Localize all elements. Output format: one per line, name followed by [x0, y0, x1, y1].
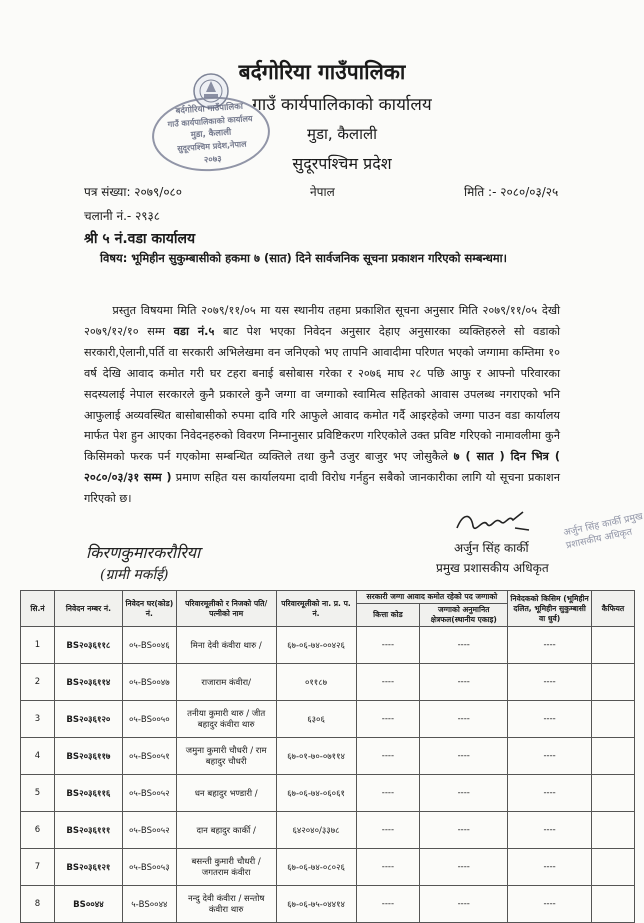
table-row [21, 664, 635, 701]
header-sarkari-group: सरकारी जग्गा आवाद कमोत रहेको पद जग्गाको [356, 591, 508, 604]
cell-citizenship: ६३०६ [276, 701, 356, 738]
cell-sn: 3 [21, 701, 55, 738]
handwritten-title: (ग्रामी मर्काई) [100, 567, 169, 583]
cell-remarks [592, 664, 635, 701]
cell-app-no: BS२०३६११४ [54, 664, 122, 701]
cell-kitta: ---- [356, 664, 420, 701]
cell-sn: 4 [21, 738, 55, 775]
cell-remarks [592, 627, 635, 664]
cell-citizenship: ६७-०६-७४-०६०६१ [276, 775, 356, 812]
chalani-number: चलानी नं.- २९३८ [84, 209, 161, 223]
cell-citizenship: ६७-०६-७४-००४२६ [276, 627, 356, 664]
applicant-table [20, 590, 635, 923]
cell-ghar: ५-BS००४४ [122, 886, 176, 923]
cell-app-no: BS२०३६११६ [54, 775, 122, 812]
cell-category: ---- [508, 701, 592, 738]
cell-kitta: ---- [356, 775, 420, 812]
stamp-line1: बर्दगोरिया गाउँपालिका [175, 101, 244, 117]
subject-line: विषय: भूमिहीन सुकुम्बासीको हकमा ७ (सात) दिने सार्वजनिक सूचना प्रकाशन गरिएको सम्बन्धमा। [100, 251, 507, 265]
notice-body [84, 301, 560, 510]
cell-ghar: ०५-BS००५३ [122, 849, 176, 886]
header-remarks: कैफियत [592, 591, 635, 627]
cell-area: ---- [420, 886, 508, 923]
patra-sankhya: पत्र संख्या: २०७९/०८० [84, 185, 183, 199]
header-category: निवेदकको किसिम (भूमिहीन दलित, भूमिहीन सुकुम्बासी वा धुर्व) [508, 591, 592, 627]
cell-sn: 1 [21, 627, 55, 664]
table-row [21, 812, 635, 849]
cell-area: ---- [420, 627, 508, 664]
officer-stamp: अर्जुन सिंह कार्की प्रमुख प्रशासकीय अधिकृत [562, 510, 644, 552]
cell-area: ---- [420, 812, 508, 849]
signatory-title: प्रमुख प्रशासकीय अधिकृत [436, 561, 549, 575]
cell-family: राजाराम कंवीरा/ [176, 664, 276, 701]
cell-category: ---- [508, 886, 592, 923]
header-citizenship: परिवारमूलीको ना. प्र. प. नं. [276, 591, 356, 627]
cell-area: ---- [420, 738, 508, 775]
stamp-line5: २०७३ [203, 154, 222, 166]
cell-app-no: BS२०३६११८ [54, 627, 122, 664]
cell-area: ---- [420, 701, 508, 738]
cell-ghar: ०५-BS००५० [122, 701, 176, 738]
cell-kitta: ---- [356, 701, 420, 738]
cell-citizenship: ६७-०१-७०-०७११४ [276, 738, 356, 775]
cell-sn: 2 [21, 664, 55, 701]
recipient: श्री ५ नं.वडा कार्यालय [84, 231, 196, 247]
cell-category: ---- [508, 664, 592, 701]
cell-family: धन बहादुर भण्डारी / [176, 775, 276, 812]
cell-kitta: ---- [356, 849, 420, 886]
header-kitta: कित्ता कोड [356, 604, 420, 627]
cell-ghar: ०५-BS००५२ [122, 775, 176, 812]
stamp-line3: मुडा, कैलाली [190, 127, 232, 141]
table-row [21, 701, 635, 738]
signature-scribble [453, 508, 533, 538]
body-deadline: ७ ( सात ) दिन भित्र ( २०८०/०३/३१ सम्म ) [84, 450, 561, 485]
handwritten-name: किरणकुमारकरौरिया [86, 543, 201, 562]
cell-sn: 5 [21, 775, 55, 812]
office-stamp [147, 91, 274, 177]
office-place: मुडा, कैलाली [306, 125, 378, 143]
header-app-no: निवेदन नम्बर नं. [54, 591, 122, 627]
table-row [21, 738, 635, 775]
cell-family: दान बहादुर कार्की / [176, 812, 276, 849]
stamp-line2: गाउँ कार्यपालिकाको कार्यालय [167, 114, 253, 129]
cell-ghar: ०५-BS००४६ [122, 627, 176, 664]
cell-family: मिना देवी कंवीरा थारु / [176, 627, 276, 664]
cell-citizenship: ०११८७ [276, 664, 356, 701]
cell-remarks [592, 812, 635, 849]
table-row [21, 886, 635, 923]
cell-remarks [592, 701, 635, 738]
cell-area: ---- [420, 849, 508, 886]
cell-family: जमुना कुमारी चौधरी / राम बहादुर चौधरी [176, 738, 276, 775]
body-part3: प्रमाण सहित यस कार्यालयमा दावी विरोध गर्नहुन सबैको जानकारीका लागि यो सूचना प्रकाशन गरिएको छ। [84, 471, 560, 506]
body-part1: प्रस्तुत विषयमा मिति २०७९/११/०५ मा यस स्थानीय तहमा प्रकाशित सूचना अनुसार मिति २०७९/११/०५ देखी २०७९/१२/१० सम्म [84, 304, 561, 338]
cell-sn: 8 [21, 886, 55, 923]
cell-kitta: ---- [356, 812, 420, 849]
cell-family: बसन्ती कुमारी चौधरी / जगतराम कंवीरा [176, 849, 276, 886]
cell-ghar: ०५-BS००४७ [122, 664, 176, 701]
cell-citizenship: ६४२०४०/३३७८ [276, 812, 356, 849]
cell-category: ---- [508, 812, 592, 849]
country-name: नेपाल [310, 185, 335, 199]
cell-citizenship: ६७-०६-७५-०४४१४ [276, 886, 356, 923]
table-row [21, 775, 635, 812]
stamp-line4: सुदूरपश्चिम प्रदेश,नेपाल [176, 139, 247, 154]
cell-category: ---- [508, 849, 592, 886]
cell-kitta: ---- [356, 738, 420, 775]
cell-remarks [592, 886, 635, 923]
cell-app-no: BS२०३६११७ [54, 738, 122, 775]
cell-category: ---- [508, 627, 592, 664]
cell-app-no: BS२०३६१२० [54, 701, 122, 738]
cell-kitta: ---- [356, 886, 420, 923]
cell-app-no: BS२०३६१११ [54, 812, 122, 849]
cell-remarks [592, 849, 635, 886]
header-sn: सि.नं [21, 591, 55, 627]
cell-ghar: ०५-BS००५२ [122, 812, 176, 849]
header-family: परिवारमूलीको र निजको पति/पत्नीको नाम [176, 591, 276, 627]
cell-kitta: ---- [356, 627, 420, 664]
office-name: गाउँ कार्यपालिकाको कार्यालय [252, 95, 432, 115]
table-row [21, 627, 635, 664]
province-name: सुदूरपश्चिम प्रदेश [292, 154, 392, 173]
cell-sn: 6 [21, 812, 55, 849]
body-ward: वडा नं.५ [173, 324, 215, 338]
cell-app-no: BS००४४ [54, 886, 122, 923]
cell-area: ---- [420, 664, 508, 701]
cell-remarks [592, 775, 635, 812]
cell-remarks [592, 738, 635, 775]
cell-citizenship: ६७-०६-७४-०८०२६ [276, 849, 356, 886]
header-ghar: निवेदन घर(कोड) नं. [122, 591, 176, 627]
header-area: जग्गाको अनुमानित क्षेत्रफल(स्थानीय एकाइ) [420, 604, 508, 627]
cell-family: तनीया कुमारी थारु / जीत बहादुर कंवीरा थारु [176, 701, 276, 738]
cell-ghar: ०५-BS००५१ [122, 738, 176, 775]
letter-date: मिति :- २०८०/०३/२५ [464, 185, 559, 199]
cell-app-no: BS२०३६१२१ [54, 849, 122, 886]
cell-family: नन्दु देवी कंवीरा / सन्तोष कंवीरा थारु [176, 886, 276, 923]
cell-category: ---- [508, 775, 592, 812]
signatory-name: अर्जुन सिंह कार्की [454, 541, 529, 555]
municipality-name: बर्दगोरिया गाउँपालिका [238, 60, 406, 84]
cell-area: ---- [420, 775, 508, 812]
body-part2: बाट पेश भएका निवेदन अनुसार देहाए अनुसारका व्यक्तिहरुले सो वडाको सरकारी,ऐलानी,पर्ति वा सरकारी अभिलेखमा वन जनिएको भए तापनि आवादीमा परिणत भएको जग्गामा कम्तिमा १० वर्ष देखि आवाद कमोत गरी घर टहरा बनाई बसोबास गरेका र २०७६ माघ २८ पछि आफु र आफ्नो परिवारका सदस्यलाई नेपाल सरकारले कुनै प्रकारले कुनै जग्गा वा जग्गाको स्वामित्व सहितको आवास उपलब्ध नगराएको भनि आफुलाई अव्यवस्थित बासोबासीको रुपमा दावि गरि आफुले आवाद कमोत गर्दै आइरहेको जग्गा पाउन वडा कार्यालय मार्फत पेश हुन आएका निवेदनहरुको विवरण निम्नानुसार प्रविष्टिकरण गरिएकोले उक्त प्रविष्ट गरिएको नामावलीमा कुनै किसिमको फरक पर्न गएकोमा सम्बन्धित व्यक्तिले तथा कुनै उजुर बाजुर भए जोसुकैले [84, 324, 560, 464]
cell-sn: 7 [21, 849, 55, 886]
table-row [21, 849, 635, 886]
cell-category: ---- [508, 738, 592, 775]
